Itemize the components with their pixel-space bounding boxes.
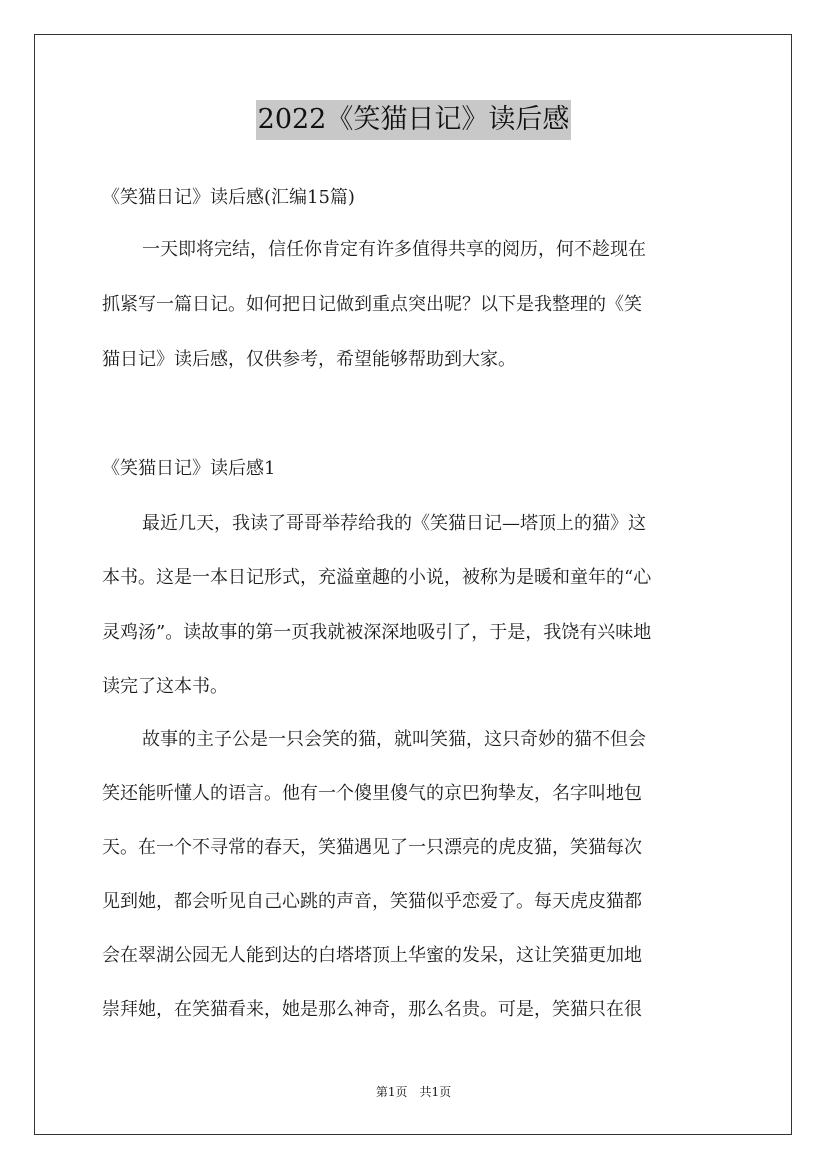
document-title: 2022《笑猫日记》读后感 <box>256 100 572 140</box>
intro-line: 猫日记》读后感，仅供参考，希望能够帮助到大家。 <box>102 349 516 370</box>
paragraph2-line: 崇拜她，在笑猫看来，她是那么神奇，那么名贵。可是，笑猫只在很 <box>102 999 642 1020</box>
paragraph1-line: 读完了这本书。 <box>102 676 228 697</box>
title-container <box>0 100 827 140</box>
paragraph2-line: 见到她，都会听见自己心跳的声音，笑猫似乎恋爱了。每天虎皮猫都 <box>102 891 642 912</box>
paragraph2-line: 故事的主子公是一只会笑的猫，就叫笑猫，这只奇妙的猫不但会 <box>142 729 646 750</box>
paragraph2-line: 天。在一个不寻常的春天，笑猫遇见了一只漂亮的虎皮猫，笑猫每次 <box>102 837 642 858</box>
intro-line: 一天即将完结，信任你肯定有许多值得共享的阅历，何不趁现在 <box>142 239 646 260</box>
paragraph1-line: 灵鸡汤”。读故事的第一页我就被深深地吸引了，于是，我饶有兴味地 <box>102 622 652 643</box>
intro-line: 抓紧写一篇日记。如何把日记做到重点突出呢？以下是我整理的《笑 <box>102 294 642 315</box>
paragraph2-line: 笑还能听懂人的语言。他有一个傻里傻气的京巴狗挚友，名字叫地包 <box>102 783 642 804</box>
paragraph2-line: 会在翠湖公园无人能到达的白塔塔顶上华蜜的发呆，这让笑猫更加地 <box>102 945 642 966</box>
paragraph1-line: 最近几天，我读了哥哥举荐给我的《笑猫日记—塔顶上的猫》这 <box>142 513 646 534</box>
page-footer: 第1页 共1页 <box>375 1085 452 1099</box>
paragraph1-line: 本书。这是一本日记形式，充溢童趣的小说，被称为是暖和童年的“心 <box>102 567 652 588</box>
document-subtitle: 《笑猫日记》读后感(汇编15篇) <box>102 187 355 208</box>
section-heading: 《笑猫日记》读后感1 <box>102 458 276 479</box>
